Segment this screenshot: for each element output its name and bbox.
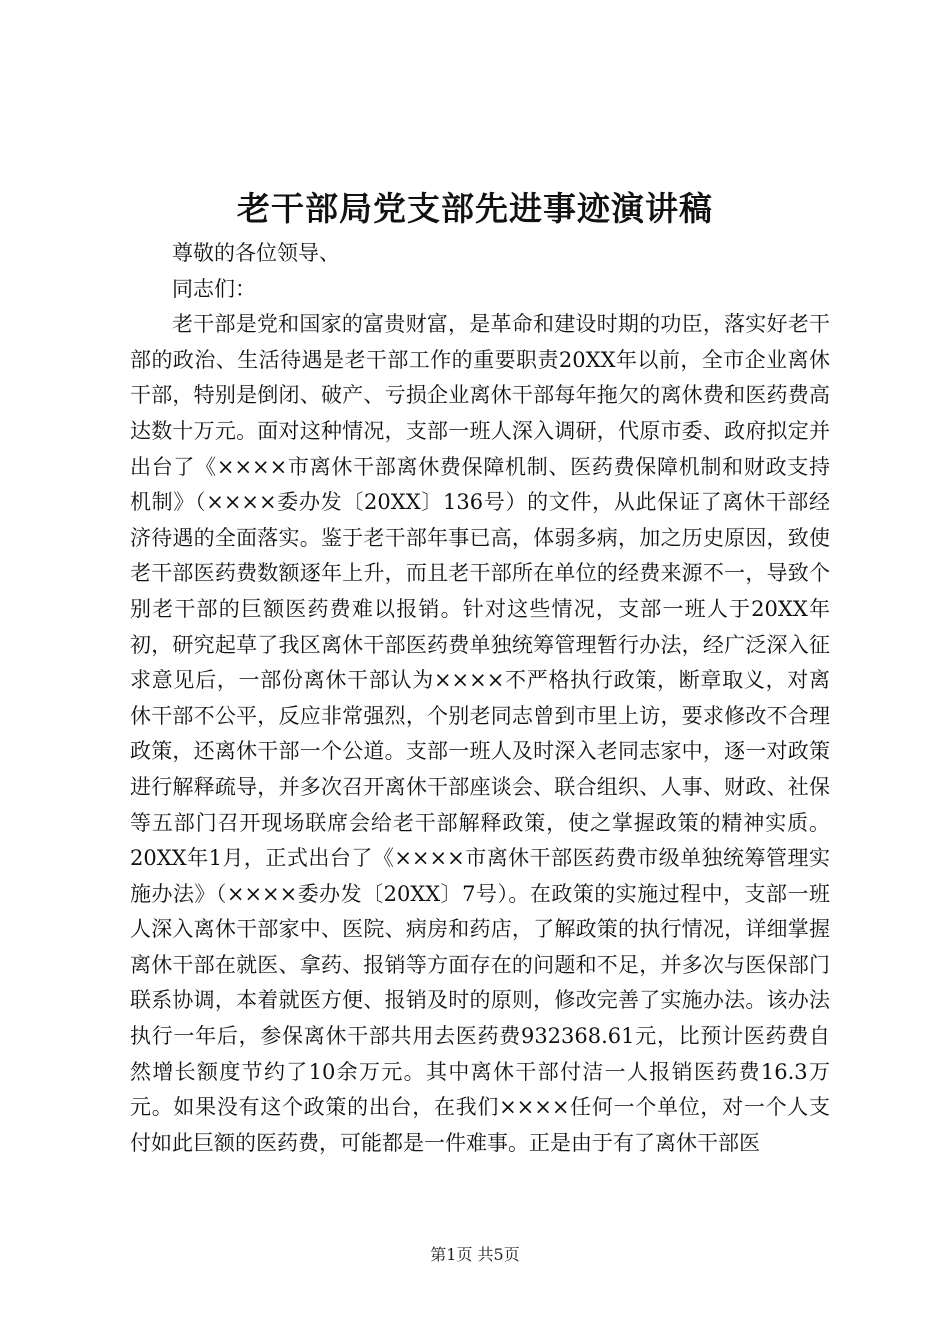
salutation-line-2: 同志们： [172, 276, 256, 301]
document-title: 老干部局党支部先进事迹演讲稿 [237, 189, 713, 228]
page-footer: 第1页 共5页 [430, 1245, 520, 1264]
salutation-line-1: 尊敬的各位领导、 [172, 241, 340, 265]
document-body [130, 236, 830, 1161]
body-paragraph: 老干部是党和国家的富贵财富，是革命和建设时期的功臣，落实好老干部的政治、生活待遇是老干部工作的重要职责20XX年以前，全市企业离休干部，特别是倒闭、破产、亏损企业离休干部每年拖欠的离休费和医药费高达数十万元。面对这种情况，支部一班人深入调研，代原市委、政府拟定并出台了《××××市离休干部离休费保障机制、医药费保障机制和财政支持机制》（××××委办发〔20XX〕136号）的文件，从此保证了离休干部经济待遇的全面落实。鉴于老干部年事已高，体弱多病，加之历史原因，致使老干部医药费数额逐年上升，而且老干部所在单位的经费来源不一，导致个别老干部的巨额医药费难以报销。针对这些情况，支部一班人于20XX年初，研究起草了我区离休干部医药费单独统筹管理暂行办法，经广泛深入征求意见后，一部份离休干部认为××××不严格执行政策，断章取义，对离休干部不公平，反应非常强烈，个别老同志曾到市里上访，要求修改不合理政策，还离休干部一个公道。支部一班人及时深入老同志家中，逐一对政策进行解释疏导，并多次召开离休干部座谈会、联合组织、人事、财政、社保等五部门召开现场联席会给老干部解释政策，使之掌握政策的精神实质。20XX年1月，正式出台了《××××市离休干部医药费市级单独统筹管理实施办法》（××××委办发〔20XX〕7号）。在政策的实施过程中，支部一班人深入离休干部家中、医院、病房和药店，了解政策的执行情况，详细掌握离休干部在就医、拿药、报销等方面存在的问题和不足，并多次与医保部门联系协调，本着就医方便、报销及时的原则，修改完善了实施办法。该办法执行一年后，参保离休干部共用去医药费932368.61元，比预计医药费自然增长额度节约了10余万元。其中离休干部付洁一人报销医药费16.3万元。如果没有这个政策的出台，在我们××××任何一个单位，对一个人支付如此巨额的医药费，可能都是一件难事。正是由于有了离休干部医 [130, 312, 830, 1155]
